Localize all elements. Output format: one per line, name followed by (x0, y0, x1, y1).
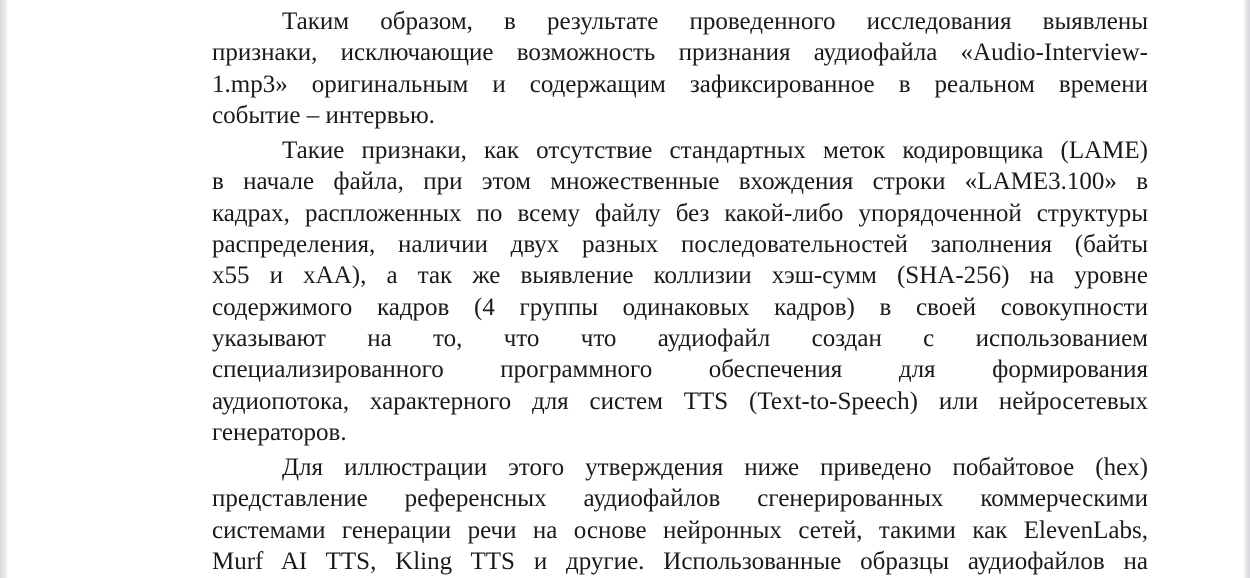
paragraph-signs (212, 135, 1148, 448)
text-line: кадрах, распложенных по всему файлу без какой-либо упорядоченной структуры (212, 199, 1148, 227)
text-line: содержимого кадров (4 группы одинаковых кадров) в своей совокупности (212, 293, 1148, 321)
text-line: Такие признаки, как отсутствие стандартных меток кодировщика (LAME) (282, 137, 1148, 165)
text-line: в начале файла, при этом множественные вхождения строки «LAME3.100» в (212, 168, 1148, 196)
text-line: аудиопотока, характерного для систем TTS (Text-to-Speech) или нейросетевых (212, 387, 1148, 415)
text-line: Для иллюстрации этого утверждения ниже приведено побайтовое (hex) (282, 454, 1148, 482)
text-line: 1.mp3» оригинальным и содержащим зафиксированное в реальном времени (212, 70, 1148, 98)
text-line: Таким образом, в результате проведенного исследования выявлены (282, 8, 1148, 35)
text-line: x55 и xAA), а так же выявление коллизии хэш-сумм (SHA-256) на уровне (212, 262, 1148, 290)
text-line: представление референсных аудиофайлов сгенерированных коммерческими (212, 485, 1148, 513)
text-line: Murf AI TTS, Kling TTS и другие. Использованные образцы аудиофайлов на (212, 548, 1148, 576)
text-line: признаки, исключающие возможность признания аудиофайла «Audio-Interview- (212, 39, 1148, 67)
text-line: распределения, наличии двух разных последовательностей заполнения (байты (212, 231, 1148, 259)
page-right-edge-shadow (1244, 0, 1250, 578)
paragraph-illustration (212, 452, 1148, 577)
text-line: указывают на то, что что аудиофайл создан с использованием (212, 324, 1148, 352)
text-line: событие – интервью. (212, 101, 435, 129)
text-line: системами генерации речи на основе нейронных сетей, такими как ElevenLabs, (212, 516, 1148, 544)
text-line: специализированного программного обеспечения для формирования (212, 356, 1148, 384)
paragraph-conclusion (212, 6, 1148, 131)
document-body (212, 6, 1148, 577)
text-line: генераторов. (212, 418, 347, 446)
page-left-edge-shadow (0, 0, 7, 578)
